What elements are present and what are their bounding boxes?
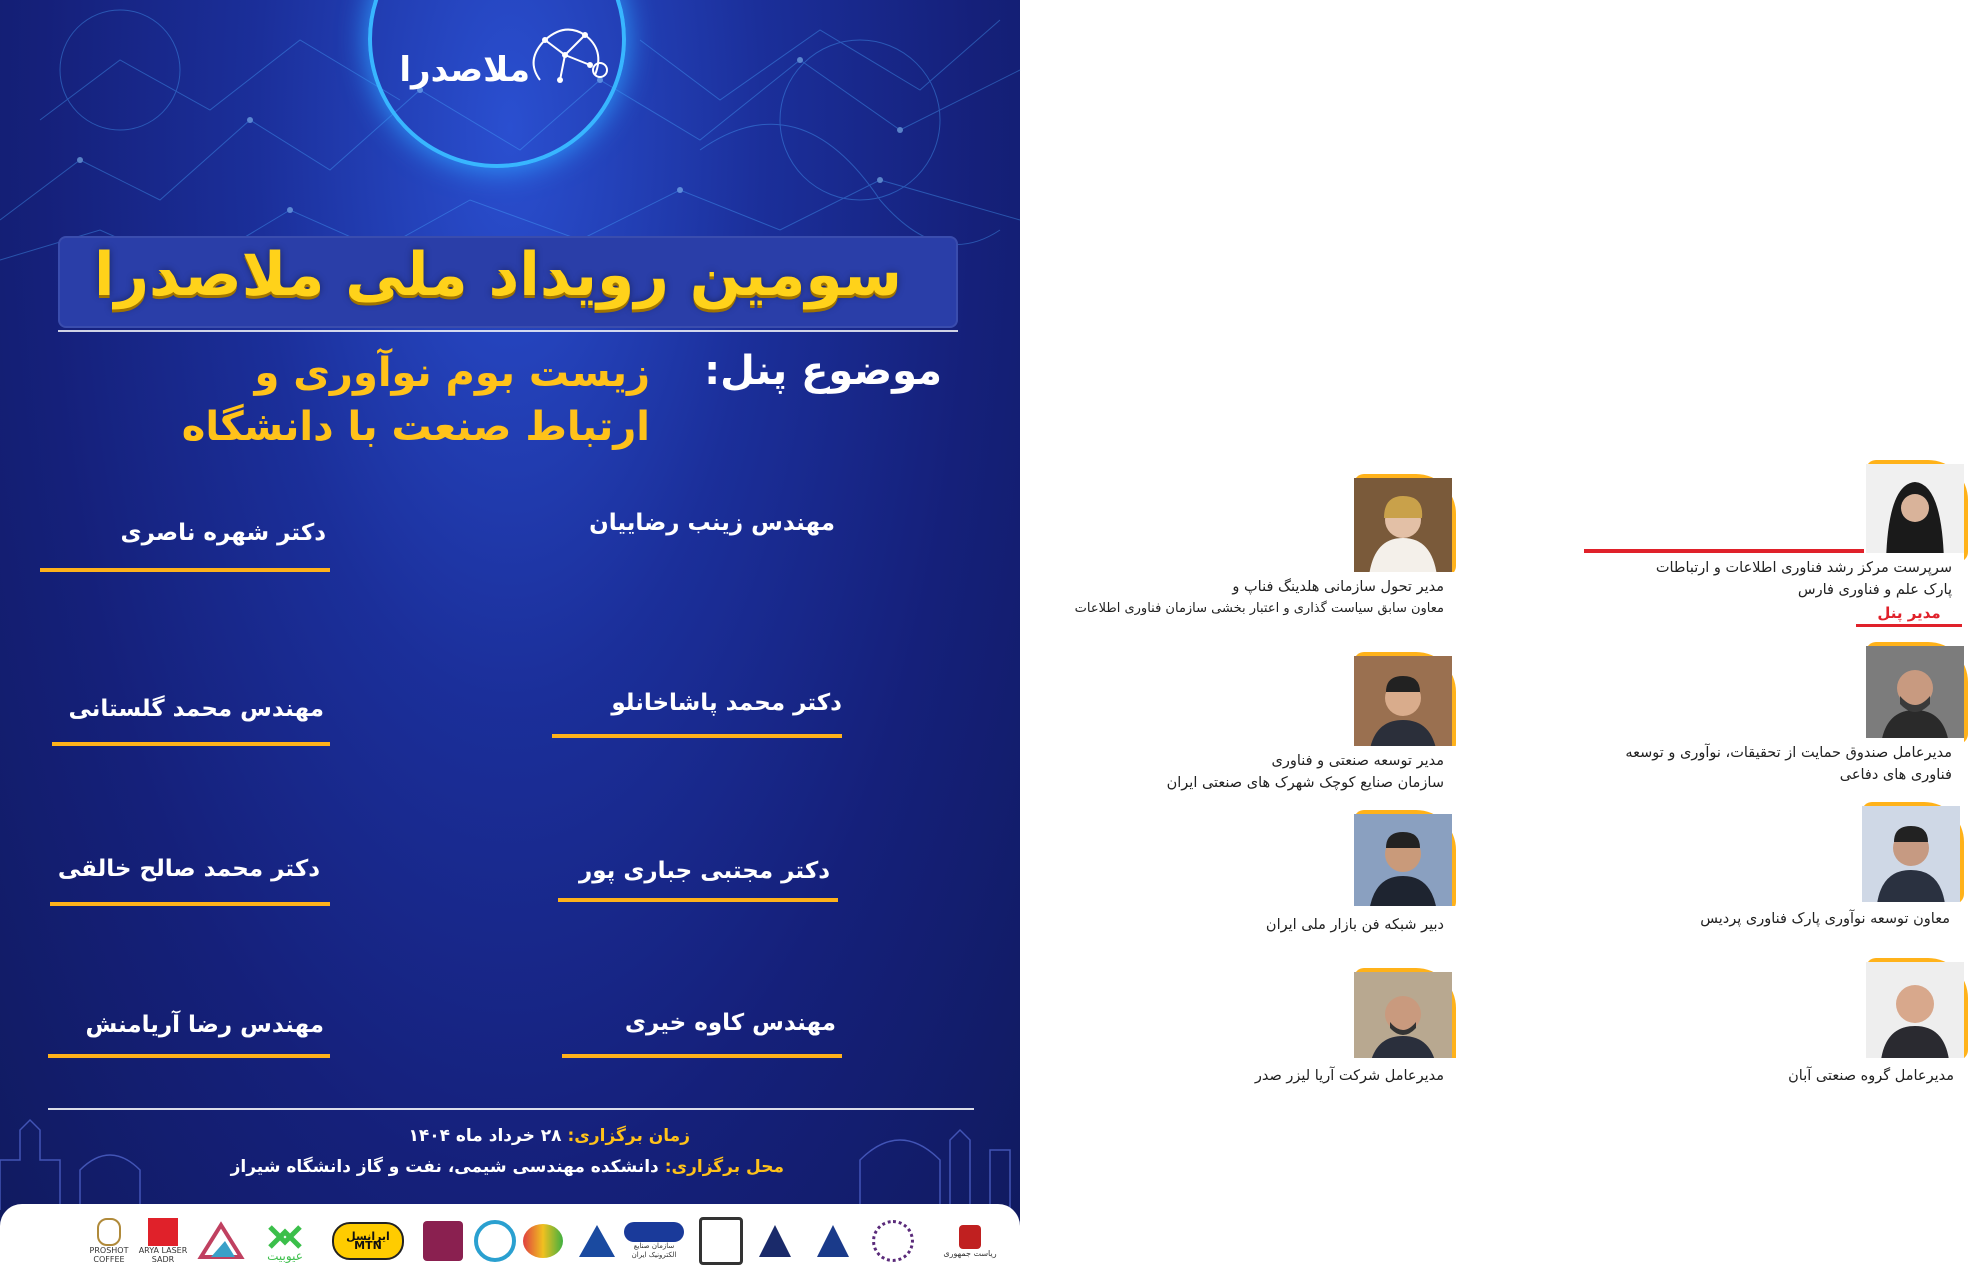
time-value: ۲۸ خرداد ماه ۱۴۰۴ <box>408 1126 562 1146</box>
irancell-logo-icon <box>332 1222 404 1260</box>
desc-accent <box>552 734 842 738</box>
sponsor-text: PROSHOT COFFEE <box>89 1246 129 1264</box>
speaker-description <box>1584 553 1964 603</box>
speaker-role-line: دبیر شبکه فن بازار ملی ایران <box>1265 917 1444 933</box>
desc-accent <box>562 1054 842 1058</box>
sponsor-6-icon <box>474 1220 516 1262</box>
speaker-photo <box>1866 958 1968 1060</box>
moderator-badge: مدیر پنل <box>1856 602 1962 627</box>
speaker-role-line: مدیرعامل گروه صنعتی آبان <box>1788 1068 1954 1084</box>
speaker-role-line: مدیر تحول سازمانی هلدینگ فناپ و <box>1232 579 1444 595</box>
sponsor-13-icon <box>872 1220 914 1262</box>
arya-logo-icon <box>148 1218 178 1246</box>
eyobit-logo-icon <box>265 1222 305 1252</box>
speaker-role-line: مدیرعامل صندوق حمایت از تحقیقات، نوآوری و توسعه <box>1625 745 1952 761</box>
brain-network-icon <box>520 20 610 100</box>
sponsor-logo-triangle <box>192 1212 250 1270</box>
topic-line-2: ارتباط صنعت با دانشگاه <box>181 404 650 450</box>
sponsor-5-icon <box>423 1221 463 1261</box>
speaker-role-line: پارک علم و فناوری فارس <box>1797 582 1952 598</box>
topic-label: موضوع پنل: <box>704 348 942 394</box>
sponsor-text: ایرانسل MTN <box>346 1230 390 1252</box>
speaker-photo <box>1354 652 1456 754</box>
title-divider <box>58 330 958 332</box>
speaker-description <box>1072 746 1456 798</box>
sponsor-logo-7 <box>514 1212 572 1270</box>
speaker-name: دکتر مجتبی جباری پور <box>579 858 830 884</box>
sponsor-logo-12 <box>804 1212 862 1270</box>
speaker-photo <box>1866 460 1968 562</box>
coffee-icon <box>97 1218 121 1246</box>
sponsor-logo-electronic <box>620 1212 688 1270</box>
speaker-role-line: فناوری های دفاعی <box>1839 767 1952 783</box>
speaker-name: دکتر محمد پاشاخانلو <box>611 690 842 716</box>
sponsor-7-icon <box>523 1224 563 1258</box>
sponsor-10-icon <box>699 1217 743 1265</box>
place-value: دانشکده مهندسی شیمی، نفت و گاز دانشگاه شیراز <box>230 1157 659 1177</box>
speaker-name: مهندس رضا آریامنش <box>85 1012 324 1038</box>
sponsor-logo-presidency <box>934 1212 1006 1270</box>
topic-line-1: زیست بوم نوآوری و <box>254 350 650 396</box>
speaker-photo <box>1862 802 1964 904</box>
sponsor-text: عیوبیت <box>267 1248 303 1263</box>
speaker-photo <box>1354 474 1456 576</box>
speaker-name: مهندس محمد گلستانی <box>68 696 324 722</box>
sponsor-logo-11 <box>746 1212 804 1270</box>
mollasadra-logo <box>400 20 620 100</box>
sponsor-logo-8 <box>568 1212 626 1270</box>
speaker-role-line: معاون توسعه نوآوری پارک فناوری پردیس <box>1700 911 1950 927</box>
desc-accent <box>558 898 838 902</box>
speaker-role-line: مدیرعامل شرکت آریا لیزر صدر <box>1254 1068 1444 1084</box>
event-title: سومین رویداد ملی ملاصدرا <box>93 240 903 310</box>
emblem-icon <box>959 1225 981 1249</box>
speaker-role-line: سرپرست مرکز رشد فناوری اطلاعات و ارتباطات <box>1655 560 1952 576</box>
desc-accent <box>50 902 330 906</box>
speaker-name: مهندس زینب رضاییان <box>589 510 835 536</box>
sponsor-logo-eyobit <box>256 1212 314 1270</box>
speaker-description <box>1582 1058 1966 1094</box>
place-label: محل برگزاری: <box>664 1157 784 1177</box>
speaker-description <box>1572 738 1964 788</box>
speaker-role-line: سازمان صنایع کوچک شهرک های صنعتی ایران <box>1166 775 1444 791</box>
triangle-logo-icon <box>199 1223 243 1259</box>
electronic-logo-icon <box>624 1222 684 1242</box>
logo-text: ملاصدرا <box>399 50 530 90</box>
sponsor-logo-irancell <box>332 1212 404 1270</box>
sponsor-text: سازمان صنایع الکترونیک ایران <box>631 1242 677 1259</box>
title-banner <box>58 236 958 328</box>
sponsor-11-icon <box>755 1221 795 1261</box>
speaker-role-line: معاون سابق سیاست گذاری و اعتبار بخشی سازمان فناوری اطلاعات <box>1074 601 1444 616</box>
speaker-photo <box>1866 642 1968 744</box>
sponsor-logo-5 <box>414 1212 472 1270</box>
speaker-photo <box>1354 968 1456 1070</box>
speaker-description <box>1578 902 1962 936</box>
sponsor-text: ARYA LASER SADR <box>138 1246 188 1264</box>
desc-accent <box>52 742 330 746</box>
sponsor-8-icon <box>577 1223 617 1259</box>
speaker-description <box>1070 906 1456 944</box>
speaker-name: دکتر شهره ناصری <box>120 520 326 546</box>
speaker-description <box>1060 572 1456 620</box>
speaker-name: دکتر محمد صالح خالقی <box>57 856 320 882</box>
sponsor-logo-arya <box>134 1212 192 1270</box>
desc-accent <box>48 1054 330 1058</box>
sponsor-logo-13 <box>864 1212 922 1270</box>
speaker-role-line: مدیر توسعه صنعتی و فناوری <box>1271 753 1444 769</box>
sponsor-12-icon <box>813 1221 853 1261</box>
sponsor-logo-10 <box>692 1212 750 1270</box>
speaker-photo <box>1354 810 1456 912</box>
desc-accent <box>40 568 330 572</box>
time-label: زمان برگزاری: <box>567 1126 690 1146</box>
sponsor-logo-proshot <box>80 1212 138 1270</box>
speaker-description <box>1068 1058 1456 1094</box>
speaker-name: مهندس کاوه خیری <box>624 1010 836 1036</box>
city-silhouette <box>0 1100 1020 1210</box>
sponsor-text: ریاست جمهوری <box>943 1248 997 1258</box>
